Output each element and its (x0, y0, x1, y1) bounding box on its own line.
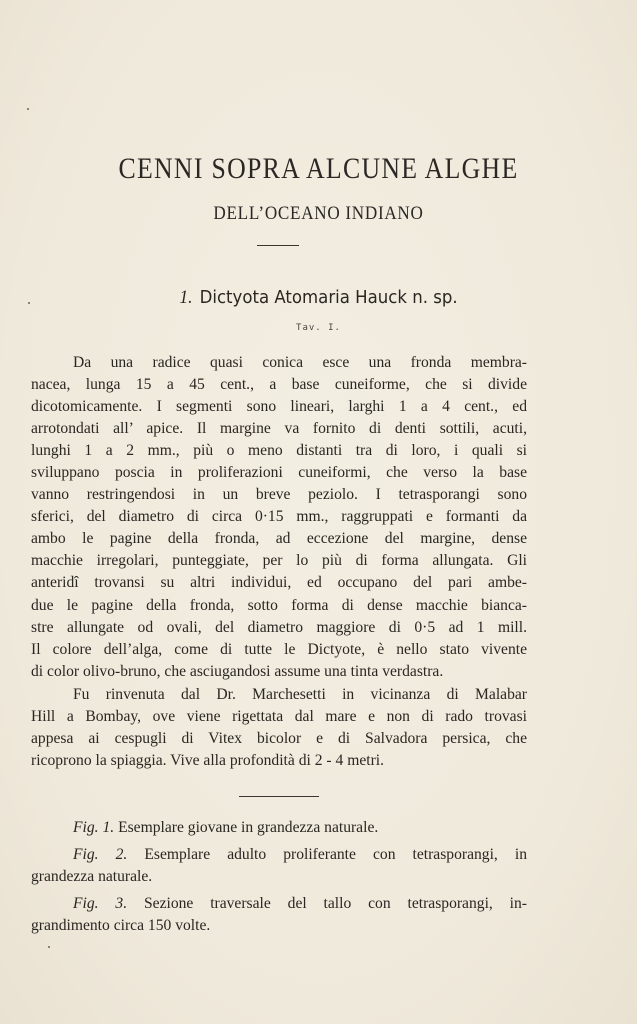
paper-speck (28, 302, 30, 304)
text-line: sviluppano poscia in proliferazioni cuneiformi, che verso la base (31, 464, 527, 482)
section-heading (25, 287, 611, 309)
title-divider (257, 245, 299, 246)
text-line: nacea, lunga 15 a 45 cent., a base cuneiforme, che si divide (31, 376, 527, 394)
text-line: Hill a Bombay, ove viene rigettata dal mare e non di rado trovasi (31, 708, 527, 726)
figure-caption-text: grandimento circa 150 volte. (31, 917, 211, 935)
figure-caption-text: Esemplare giovane in grandezza naturale. (118, 819, 379, 836)
locality-paragraph (31, 684, 527, 772)
paper-speck (27, 108, 29, 110)
text-line: anteridî trovansi su altri individui, ed occupano del pari ambe- (31, 574, 527, 592)
text-line: arrotondati all’ apice. Il margine va fornito di denti sottili, acuti, (31, 420, 527, 438)
text-line: due le pagine della fronda, sotto forma di dense macchie bianca- (31, 596, 527, 614)
text-line: Il colore dell’alga, come di tutte le Dictyote, è nello stato vivente (31, 640, 527, 658)
section-number: 1. (179, 287, 193, 308)
text-line: macchie irregolari, punteggiate, per lo più di forma allungata. Gli (31, 552, 527, 570)
figure-label: Fig. 3. (73, 895, 128, 912)
text-line: Fu rinvenuta dal Dr. Marchesetti in vicinanza di Malabar (73, 686, 527, 703)
figure-caption-text: Sezione traversale del tallo con tetrasporangi, in- (143, 895, 527, 912)
figure-caption-1 (31, 817, 527, 839)
text-line: sferici, del diametro di circa 0·15 mm., raggruppati e formanti da (31, 508, 527, 526)
figure-caption-2 (31, 844, 527, 888)
text-line: appesa ai cespugli di Vitex bicolor e di Salvadora persica, che (31, 730, 527, 748)
text-line: di color olivo-bruno, che asciugandosi assume una tinta verdastra. (31, 662, 444, 680)
section-divider (239, 796, 319, 797)
text-line: Da una radice quasi conica esce una fronda membra- (73, 354, 527, 371)
figure-caption-text: grandezza naturale. (31, 868, 153, 886)
figure-caption-text: Esemplare adulto proliferante con tetrasporangi, in (144, 846, 527, 863)
text-line: ricoprono la spiaggia. Vive alla profondità di 2 - 4 metri. (31, 752, 385, 770)
plate-reference: Tav. I. (296, 323, 341, 333)
text-line: ambo le pagine della fronda, ad eccezione del margine, dense (31, 530, 527, 548)
text-line: dicotomicamente. I segmenti sono lineari, larghi 1 a 4 cent., ed (31, 398, 527, 416)
paper-speck (48, 946, 50, 948)
section-heading-text: Dictyota Atomaria Hauck n. sp. (199, 287, 458, 308)
text-line: stre allungate od ovali, del diametro maggiore di 0·5 ad 1 mill. (31, 618, 527, 636)
figure-label: Fig. 1. (73, 819, 115, 836)
page-subtitle: DELL’OCEANO INDIANO (213, 203, 424, 224)
text-line: lunghi 1 a 2 mm., più o meno distanti tra di loro, i quali si (31, 442, 527, 460)
text-line: vanno restringendosi in un breve peziolo. I tetrasporangi sono (31, 486, 527, 504)
figure-label: Fig. 2. (73, 846, 128, 863)
description-paragraph (31, 352, 527, 683)
figure-caption-3 (31, 893, 527, 937)
page-title: CENNI SOPRA ALCUNE ALGHE (118, 152, 519, 185)
